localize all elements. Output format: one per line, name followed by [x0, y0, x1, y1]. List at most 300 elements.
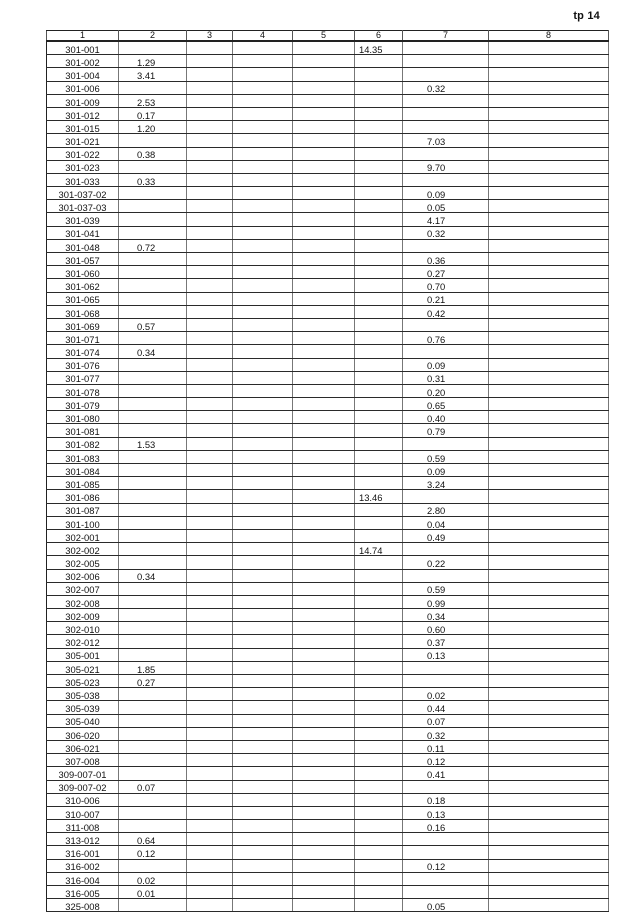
row-code-cell: 301-033 [47, 173, 119, 186]
table-row [47, 134, 609, 147]
row-code-cell: 301-041 [47, 226, 119, 239]
table-cell [489, 886, 609, 899]
table-cell [187, 41, 233, 55]
row-code-cell: 305-040 [47, 714, 119, 727]
table-cell [489, 94, 609, 107]
table-cell [233, 543, 293, 556]
table-cell [119, 820, 187, 833]
table-cell [233, 107, 293, 120]
table-cell [355, 859, 403, 872]
table-cell [119, 41, 187, 55]
table-cell: 0.07 [119, 780, 187, 793]
table-cell [233, 569, 293, 582]
table-cell [187, 187, 233, 200]
table-row [47, 648, 609, 661]
table-cell: 0.72 [119, 239, 187, 252]
table-cell: 1.85 [119, 661, 187, 674]
table-row [47, 41, 609, 55]
row-code-cell: 302-008 [47, 595, 119, 608]
table-cell [187, 160, 233, 173]
table-row [47, 450, 609, 463]
table-cell: 0.09 [403, 358, 489, 371]
table-cell [119, 424, 187, 437]
table-cell [489, 701, 609, 714]
table-cell [489, 569, 609, 582]
table-cell [355, 450, 403, 463]
table-cell [403, 41, 489, 55]
table-cell [355, 793, 403, 806]
table-cell [355, 266, 403, 279]
row-code-cell: 302-010 [47, 622, 119, 635]
table-cell: 2.80 [403, 503, 489, 516]
table-cell: 14.74 [355, 543, 403, 556]
table-row [47, 464, 609, 477]
table-cell [187, 68, 233, 81]
table-cell: 0.12 [403, 754, 489, 767]
row-code-cell: 301-084 [47, 464, 119, 477]
table-cell [293, 358, 355, 371]
table-cell [187, 226, 233, 239]
table-row [47, 622, 609, 635]
table-row [47, 292, 609, 305]
table-cell [187, 688, 233, 701]
table-cell [293, 609, 355, 622]
table-cell [187, 134, 233, 147]
row-code-cell: 302-009 [47, 609, 119, 622]
table-row [47, 820, 609, 833]
table-cell [119, 332, 187, 345]
table-row [47, 173, 609, 186]
table-cell [119, 371, 187, 384]
table-row [47, 200, 609, 213]
table-cell [119, 490, 187, 503]
table-cell [355, 68, 403, 81]
table-cell [119, 305, 187, 318]
table-row [47, 740, 609, 753]
row-code-cell: 301-039 [47, 213, 119, 226]
table-cell [355, 200, 403, 213]
table-cell: 0.32 [403, 81, 489, 94]
table-cell [187, 635, 233, 648]
table-cell [119, 529, 187, 542]
table-cell [187, 740, 233, 753]
table-cell [489, 226, 609, 239]
table-cell [403, 345, 489, 358]
table-cell [233, 727, 293, 740]
row-code-cell: 301-009 [47, 94, 119, 107]
table-cell [233, 450, 293, 463]
table-row [47, 688, 609, 701]
table-cell [293, 173, 355, 186]
table-cell [119, 793, 187, 806]
table-row [47, 780, 609, 793]
table-cell [293, 266, 355, 279]
table-cell [355, 121, 403, 134]
table-cell [403, 490, 489, 503]
table-cell [187, 464, 233, 477]
table-cell [489, 727, 609, 740]
table-cell [489, 899, 609, 912]
table-cell [119, 516, 187, 529]
table-cell [187, 147, 233, 160]
table-cell [403, 569, 489, 582]
table-cell: 0.70 [403, 279, 489, 292]
table-cell [489, 345, 609, 358]
table-cell [187, 780, 233, 793]
table-cell [489, 648, 609, 661]
table-cell [403, 121, 489, 134]
table-row [47, 833, 609, 846]
table-cell: 0.17 [119, 107, 187, 120]
table-cell [489, 173, 609, 186]
table-cell [355, 833, 403, 846]
table-cell: 3.24 [403, 477, 489, 490]
table-cell [355, 345, 403, 358]
table-cell [187, 833, 233, 846]
table-row [47, 846, 609, 859]
table-cell [233, 81, 293, 94]
row-code-cell: 301-071 [47, 332, 119, 345]
table-cell: 0.59 [403, 582, 489, 595]
table-cell [489, 305, 609, 318]
table-cell [489, 661, 609, 674]
table-cell [355, 899, 403, 912]
table-cell [355, 556, 403, 569]
table-cell [187, 754, 233, 767]
table-cell [293, 81, 355, 94]
table-row [47, 661, 609, 674]
row-code-cell: 309-007-02 [47, 780, 119, 793]
table-cell [233, 55, 293, 68]
table-cell [233, 688, 293, 701]
table-cell [233, 318, 293, 331]
table-cell [403, 173, 489, 186]
table-cell [187, 609, 233, 622]
table-cell [293, 595, 355, 608]
row-code-cell: 306-020 [47, 727, 119, 740]
table-cell [489, 503, 609, 516]
table-cell [355, 187, 403, 200]
table-cell [293, 318, 355, 331]
table-cell [233, 714, 293, 727]
table-cell [355, 213, 403, 226]
row-code-cell: 301-077 [47, 371, 119, 384]
table-cell [187, 94, 233, 107]
table-cell [119, 648, 187, 661]
table-cell [119, 714, 187, 727]
table-cell [355, 622, 403, 635]
table-row [47, 675, 609, 688]
table-cell [293, 622, 355, 635]
table-cell [119, 200, 187, 213]
table-cell [355, 107, 403, 120]
table-cell [489, 490, 609, 503]
page-label: tp 14 [573, 10, 600, 22]
table-cell [355, 239, 403, 252]
table-cell: 0.05 [403, 200, 489, 213]
table-cell [187, 648, 233, 661]
table-cell: 0.02 [403, 688, 489, 701]
table-cell: 0.02 [119, 872, 187, 885]
table-cell [187, 384, 233, 397]
table-body [47, 41, 609, 912]
table-cell: 0.22 [403, 556, 489, 569]
table-cell [187, 543, 233, 556]
row-code-cell: 325-008 [47, 899, 119, 912]
table-row [47, 187, 609, 200]
table-cell [489, 55, 609, 68]
table-cell [119, 411, 187, 424]
table-cell [355, 820, 403, 833]
row-code-cell: 302-006 [47, 569, 119, 582]
table-cell [233, 648, 293, 661]
table-cell [119, 226, 187, 239]
table-cell [119, 740, 187, 753]
table-cell [187, 239, 233, 252]
table-cell [293, 886, 355, 899]
table-row [47, 68, 609, 81]
table-cell [119, 556, 187, 569]
table-row [47, 543, 609, 556]
table-cell: 0.13 [403, 648, 489, 661]
table-cell [293, 846, 355, 859]
table-cell [119, 767, 187, 780]
table-cell: 0.12 [119, 846, 187, 859]
table-cell [293, 635, 355, 648]
table-row [47, 266, 609, 279]
row-code-cell: 301-068 [47, 305, 119, 318]
table-cell [355, 160, 403, 173]
table-cell [293, 107, 355, 120]
table-cell [293, 332, 355, 345]
table-cell [293, 714, 355, 727]
table-cell [489, 107, 609, 120]
table-cell: 14.35 [355, 41, 403, 55]
table-cell [489, 872, 609, 885]
table-cell [233, 582, 293, 595]
table-cell [489, 688, 609, 701]
table-cell [187, 675, 233, 688]
table-row [47, 701, 609, 714]
table-cell [119, 134, 187, 147]
table-cell [119, 477, 187, 490]
row-code-cell: 305-038 [47, 688, 119, 701]
table-cell: 0.09 [403, 464, 489, 477]
table-cell [403, 94, 489, 107]
table-row [47, 107, 609, 120]
table-cell [119, 81, 187, 94]
table-row [47, 503, 609, 516]
table-cell [187, 55, 233, 68]
table-cell [293, 134, 355, 147]
table-cell [355, 173, 403, 186]
table-cell [119, 635, 187, 648]
table-cell [403, 107, 489, 120]
column-header: 5 [293, 31, 355, 42]
row-code-cell: 301-085 [47, 477, 119, 490]
table-cell [187, 279, 233, 292]
table-cell [119, 384, 187, 397]
table-cell [355, 780, 403, 793]
row-code-cell: 305-001 [47, 648, 119, 661]
table-cell [233, 345, 293, 358]
table-cell [293, 477, 355, 490]
table-cell [293, 450, 355, 463]
table-cell [233, 292, 293, 305]
table-cell [489, 160, 609, 173]
table-cell: 0.07 [403, 714, 489, 727]
table-cell [355, 872, 403, 885]
table-cell [233, 886, 293, 899]
row-code-cell: 301-037-02 [47, 187, 119, 200]
table-cell [403, 147, 489, 160]
table-cell: 0.16 [403, 820, 489, 833]
table-cell [489, 213, 609, 226]
table-cell [403, 661, 489, 674]
table-cell [489, 266, 609, 279]
table-cell [187, 701, 233, 714]
table-cell [233, 226, 293, 239]
row-code-cell: 302-002 [47, 543, 119, 556]
table-cell [293, 68, 355, 81]
table-cell: 0.79 [403, 424, 489, 437]
table-cell [489, 609, 609, 622]
row-code-cell: 301-002 [47, 55, 119, 68]
table-cell: 0.99 [403, 595, 489, 608]
table-row [47, 160, 609, 173]
row-code-cell: 301-057 [47, 253, 119, 266]
table-cell [489, 820, 609, 833]
table-cell: 0.76 [403, 332, 489, 345]
table-cell [233, 213, 293, 226]
table-cell [489, 675, 609, 688]
table-cell [187, 398, 233, 411]
table-cell: 0.44 [403, 701, 489, 714]
table-cell [489, 279, 609, 292]
table-cell [119, 582, 187, 595]
table-cell [293, 727, 355, 740]
row-code-cell: 301-074 [47, 345, 119, 358]
table-cell [293, 239, 355, 252]
table-cell [355, 147, 403, 160]
table-cell [489, 714, 609, 727]
table-cell [233, 305, 293, 318]
table-cell [293, 424, 355, 437]
row-code-cell: 316-005 [47, 886, 119, 899]
row-code-cell: 301-015 [47, 121, 119, 134]
table-cell [403, 55, 489, 68]
table-cell [293, 859, 355, 872]
table-cell [293, 899, 355, 912]
table-cell [119, 398, 187, 411]
table-cell [187, 305, 233, 318]
table-cell [233, 121, 293, 134]
table-cell [355, 226, 403, 239]
table-cell [233, 200, 293, 213]
table-cell [489, 622, 609, 635]
table-cell [489, 424, 609, 437]
table-cell [489, 516, 609, 529]
table-cell [233, 503, 293, 516]
table-cell [293, 253, 355, 266]
table-cell: 0.12 [403, 859, 489, 872]
table-row [47, 872, 609, 885]
table-cell [489, 81, 609, 94]
table-cell [119, 622, 187, 635]
table-cell [489, 740, 609, 753]
row-code-cell: 301-078 [47, 384, 119, 397]
table-cell [293, 806, 355, 819]
row-code-cell: 301-004 [47, 68, 119, 81]
table-cell [403, 846, 489, 859]
table-cell [489, 41, 609, 55]
table-cell [187, 437, 233, 450]
table-row [47, 899, 609, 912]
table-cell [293, 398, 355, 411]
table-cell [355, 582, 403, 595]
table-cell [489, 398, 609, 411]
table-cell [489, 318, 609, 331]
row-code-cell: 301-062 [47, 279, 119, 292]
table-row [47, 332, 609, 345]
table-cell [489, 121, 609, 134]
table-cell [489, 332, 609, 345]
table-row [47, 516, 609, 529]
row-code-cell: 302-001 [47, 529, 119, 542]
table-cell [489, 833, 609, 846]
table-cell: 0.18 [403, 793, 489, 806]
table-cell: 0.32 [403, 226, 489, 239]
row-code-cell: 301-086 [47, 490, 119, 503]
table-cell [489, 134, 609, 147]
table-cell [233, 529, 293, 542]
row-code-cell: 301-076 [47, 358, 119, 371]
table-cell [233, 173, 293, 186]
table-row [47, 94, 609, 107]
table-row [47, 767, 609, 780]
table-cell: 0.20 [403, 384, 489, 397]
table-cell [355, 886, 403, 899]
table-cell [233, 490, 293, 503]
table-row [47, 318, 609, 331]
table-cell [355, 595, 403, 608]
table-cell [187, 556, 233, 569]
table-cell: 0.01 [119, 886, 187, 899]
table-cell [187, 332, 233, 345]
table-cell [489, 793, 609, 806]
table-cell: 0.21 [403, 292, 489, 305]
table-cell: 9.70 [403, 160, 489, 173]
table-cell [187, 424, 233, 437]
column-header: 3 [187, 31, 233, 42]
table-cell [233, 833, 293, 846]
table-cell [489, 846, 609, 859]
table-cell [293, 516, 355, 529]
table-cell [119, 859, 187, 872]
table-cell [489, 780, 609, 793]
table-cell [355, 464, 403, 477]
row-code-cell: 306-021 [47, 740, 119, 753]
table-cell [233, 477, 293, 490]
table-cell [293, 754, 355, 767]
table-cell [355, 424, 403, 437]
row-code-cell: 309-007-01 [47, 767, 119, 780]
table-cell [489, 437, 609, 450]
table-cell [233, 371, 293, 384]
table-cell [187, 714, 233, 727]
row-code-cell: 307-008 [47, 754, 119, 767]
table-cell [119, 187, 187, 200]
